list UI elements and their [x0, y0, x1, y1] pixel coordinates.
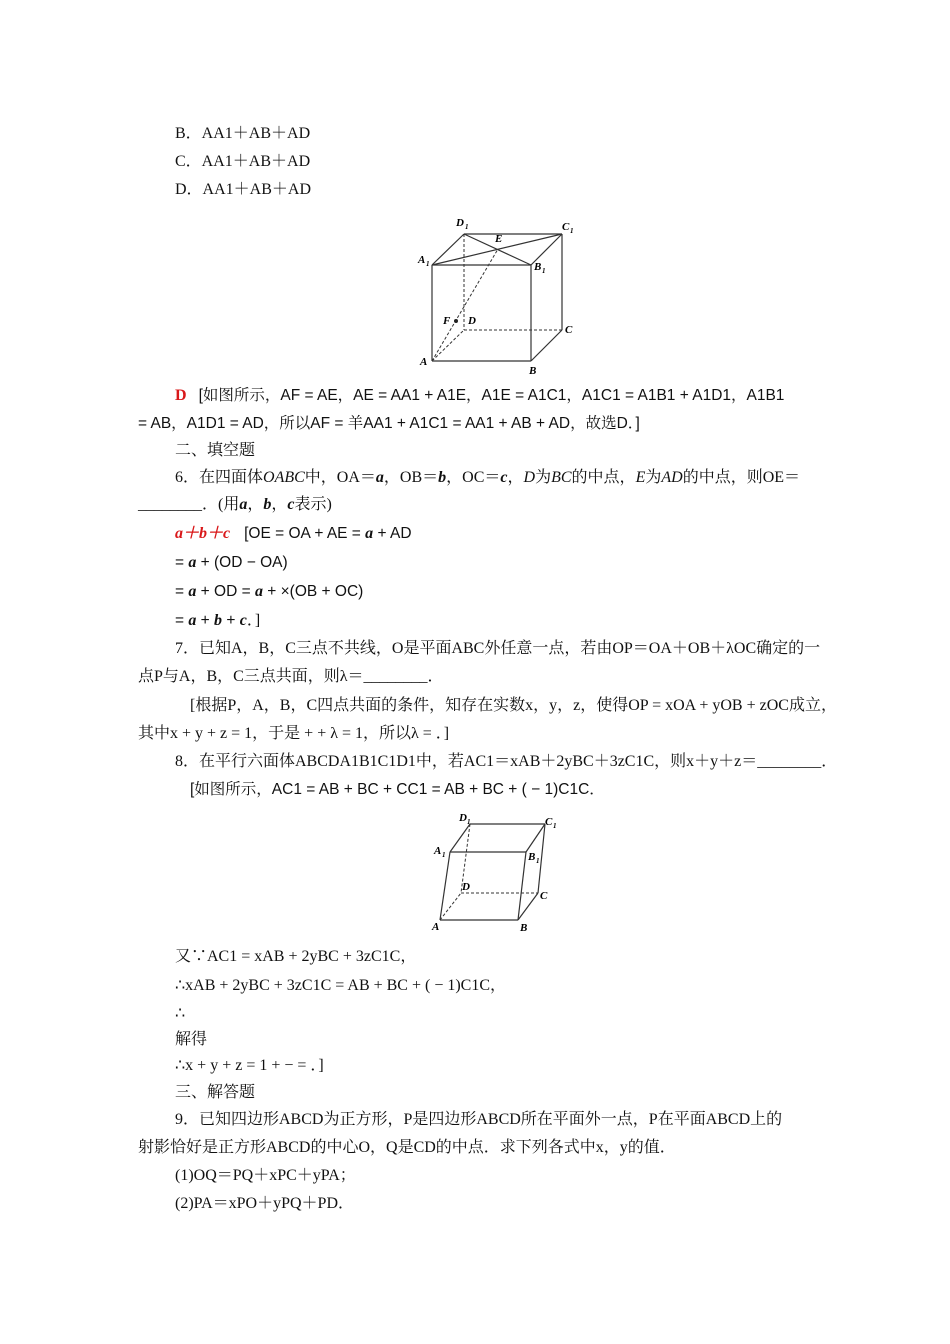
q6-s3e: + ×(OB + OC) — [262, 583, 364, 600]
option-c: C．AA1＋AB＋AD — [175, 153, 311, 170]
q6-s2b: a — [188, 554, 197, 571]
p-label-c: C — [540, 890, 548, 902]
label-b1: B — [534, 261, 542, 273]
q6-solution-3 — [175, 582, 363, 602]
q8-s1: [如图所示，AC1 = AB + BC + CC1 = AB + BC + ( − 1)C1C． — [190, 781, 605, 798]
q6-l2-t1: ， — [247, 496, 264, 513]
label-a1-sub: 1 — [426, 260, 430, 268]
p-label-d1-sub: 1 — [467, 818, 471, 826]
q6-bc: BC — [551, 469, 572, 486]
q6-line2 — [138, 495, 332, 515]
p-label-b1: B — [528, 851, 536, 863]
section-fill-in: 二、填空题 — [175, 442, 256, 459]
label-d1: D — [456, 217, 464, 229]
q6-d: D — [523, 469, 536, 486]
label-d: D — [468, 315, 476, 327]
q6-s1c: + AD — [373, 525, 412, 542]
q6-s3d: a — [254, 583, 263, 600]
p-label-d: D — [462, 881, 470, 893]
label-b: B — [529, 365, 537, 377]
q6-t5: 为 — [535, 469, 552, 486]
q6-s3a: = — [175, 583, 189, 600]
q8-solution-5: 解得 — [175, 1031, 208, 1048]
q6-t0: 6．在四面体 — [175, 469, 264, 486]
label-c1-sub: 1 — [570, 227, 574, 235]
q6-s3b: a — [188, 583, 197, 600]
q9-item2: (2)PA＝xPO＋yPQ＋PD． — [175, 1195, 355, 1212]
q8-line1: 8．在平行六面体ABCDA1B1C1D1中，若AC1＝xAB＋2yBC＋3zC1C，则x＋y＋z＝________． — [175, 753, 838, 770]
q6-c: c — [500, 469, 508, 486]
q7-solution-2: 其中x + y + z = 1，于是 + + λ = 1，所以λ = ．] — [138, 725, 450, 742]
p-label-a1: A — [434, 845, 442, 857]
q6-answer: a＋b＋c — [175, 525, 231, 542]
q8-solution-2: 又∵AC1 = xAB + 2yBC + 3zC1C， — [175, 948, 417, 965]
q6-solution-4 — [175, 611, 260, 631]
q6-s1b: a — [365, 525, 374, 542]
q7-solution-1: [根据P，A，B，C四点共面的条件，知存在实数x，y，z，使得OP = xOA + yOB + zOC成立， — [190, 697, 837, 714]
q6-t2: ，OB＝ — [383, 469, 439, 486]
q6-t4: ， — [507, 469, 524, 486]
q5-solution-1: [如图所示，AF = AE，AE = AA1 + A1E，A1E = A1C1，A1C1 = A1B1 + A1D1，A1B1 — [198, 387, 785, 404]
q8-solution-6: ∴x + y + z = 1 + − = ．] — [175, 1057, 324, 1074]
q5-answer-line1 — [175, 386, 784, 406]
q6-obj: OABC — [263, 469, 305, 486]
q5-answer-key: D — [175, 387, 187, 404]
label-f: F — [443, 315, 451, 327]
q6-s4c: + — [196, 612, 215, 629]
q7-line1: 7．已知A，B，C三点不共线，O是平面ABC外任意一点，若由OP＝OA＋OB＋λOC确定的一 — [175, 640, 821, 657]
q6-t8: 的中点，则OE＝ — [682, 469, 801, 486]
q6-s4b: a — [188, 612, 197, 629]
label-e: E — [495, 233, 503, 245]
p-label-d1: D — [459, 812, 467, 824]
q9-line1: 9．已知四边形ABCD为正方形，P是四边形ABCD所在平面外一点，P在平面ABCD上的 — [175, 1111, 783, 1128]
option-b: B．AA1＋AB＋AD — [175, 125, 311, 142]
q6-s2c: + (OD − OA) — [196, 554, 288, 571]
q6-solution-1 — [175, 524, 412, 544]
q6-l2-b: b — [263, 496, 272, 513]
q6-l2-a: a — [239, 496, 248, 513]
q6-e: E — [635, 469, 646, 486]
q6-line1 — [175, 468, 800, 488]
q6-s3c: + OD = — [196, 583, 255, 600]
q8-solution-1 — [190, 780, 605, 800]
label-d1-sub: 1 — [465, 223, 469, 231]
option-d: D．AA1＋AB＋AD — [175, 181, 312, 198]
q6-a: a — [375, 469, 384, 486]
q6-l2-t0: ________．(用 — [138, 496, 240, 513]
cube-figure — [412, 212, 587, 378]
q6-s4a: = — [175, 612, 189, 629]
q6-ad: AD — [661, 469, 683, 486]
q6-s4e: + — [222, 612, 240, 629]
q9-item1: (1)OQ＝PQ＋xPC＋yPA； — [175, 1167, 356, 1184]
q6-b: b — [438, 469, 447, 486]
q9-line2: 射影恰好是正方形ABCD的中心O，Q是CD的中点．求下列各式中x，y的值． — [138, 1139, 676, 1156]
q6-s2a: = — [175, 554, 189, 571]
p-label-b1-sub: 1 — [536, 857, 540, 865]
label-a1: A — [418, 254, 426, 266]
parallelepiped-figure — [428, 808, 568, 938]
q6-t7: 为 — [645, 469, 662, 486]
q6-s4f: c — [239, 612, 247, 629]
p-label-c1-sub: 1 — [553, 822, 557, 830]
q6-s4g: ．] — [246, 612, 261, 629]
q8-solution-4: ∴ — [175, 1005, 186, 1022]
q8-solution-3: ∴xAB + 2yBC + 3zC1C = AB + BC + ( − 1)C1C， — [175, 977, 507, 994]
q6-l2-c: c — [287, 496, 295, 513]
label-b1-sub: 1 — [542, 267, 546, 275]
q6-s4d: b — [214, 612, 223, 629]
q5-solution-2: = AB，A1D1 = AD，所以AF = 羊AA1 + A1C1 = AA1 + AB + AD，故选D．] — [138, 415, 640, 432]
q6-t3: ，OC＝ — [446, 469, 501, 486]
q7-line2: 点P与A，B，C三点共面，则λ＝________． — [138, 668, 444, 685]
q6-s1a: [OE = OA + AE = — [244, 525, 366, 542]
section-answer: 三、解答题 — [175, 1084, 256, 1101]
label-a: A — [420, 356, 428, 368]
q6-t1: 中，OA＝ — [304, 469, 376, 486]
p-label-c1: C — [545, 816, 553, 828]
label-c1: C — [562, 221, 570, 233]
p-label-a1-sub: 1 — [442, 851, 446, 859]
q6-l2-t3: 表示) — [294, 496, 332, 513]
q6-solution-2 — [175, 553, 288, 573]
p-label-b: B — [520, 922, 528, 934]
p-label-a: A — [432, 921, 440, 933]
label-c: C — [565, 324, 573, 336]
q6-t6: 的中点， — [571, 469, 636, 486]
q6-l2-t2: ， — [271, 496, 288, 513]
